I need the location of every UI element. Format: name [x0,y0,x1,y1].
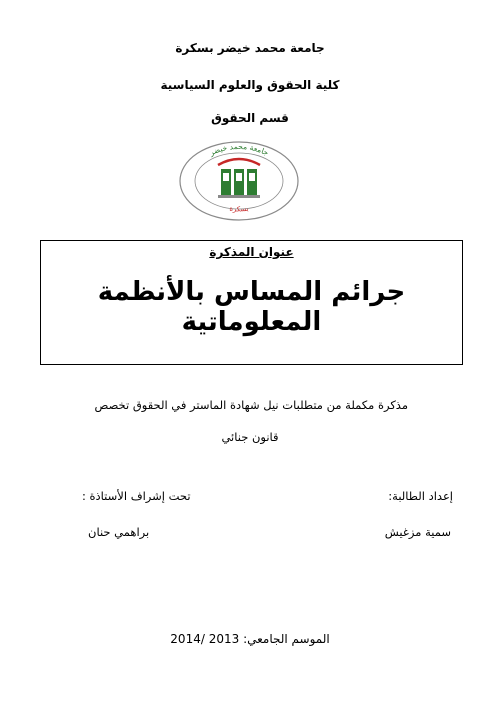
faculty-name: كلية الحقوق والعلوم السياسية [160,78,340,92]
supervisor-label: تحت إشراف الأستاذة : [82,489,191,503]
thesis-title: جرائم المساس بالأنظمة المعلوماتية [97,277,406,337]
specialization: قانون جنائي [221,430,279,444]
logo-center-emblem [218,159,260,198]
logo-ring-text-bottom: بسكرة [228,204,250,214]
academic-year: الموسم الجامعي: 2013 /2014 [170,632,330,646]
title-box [40,240,463,365]
logo-ring-text-top: جامعة محمد خيضر [207,141,271,158]
department-name: قسم الحقوق [211,111,289,125]
student-name: سمية مزغيش [384,525,451,539]
supervisor-name: براهمي حنان [88,525,150,539]
svg-text:بسكرة [229,205,249,214]
university-name: جامعة محمد خيضر بسكرة [175,41,325,55]
university-logo [178,139,300,221]
thesis-description: مذكرة مكملة من متطلبات نيل شهادة الماستر في الحقوق تخصص [94,398,408,412]
student-label: إعداد الطالبة: [388,489,453,503]
title-box-label: عنوان المذكرة [209,245,294,259]
